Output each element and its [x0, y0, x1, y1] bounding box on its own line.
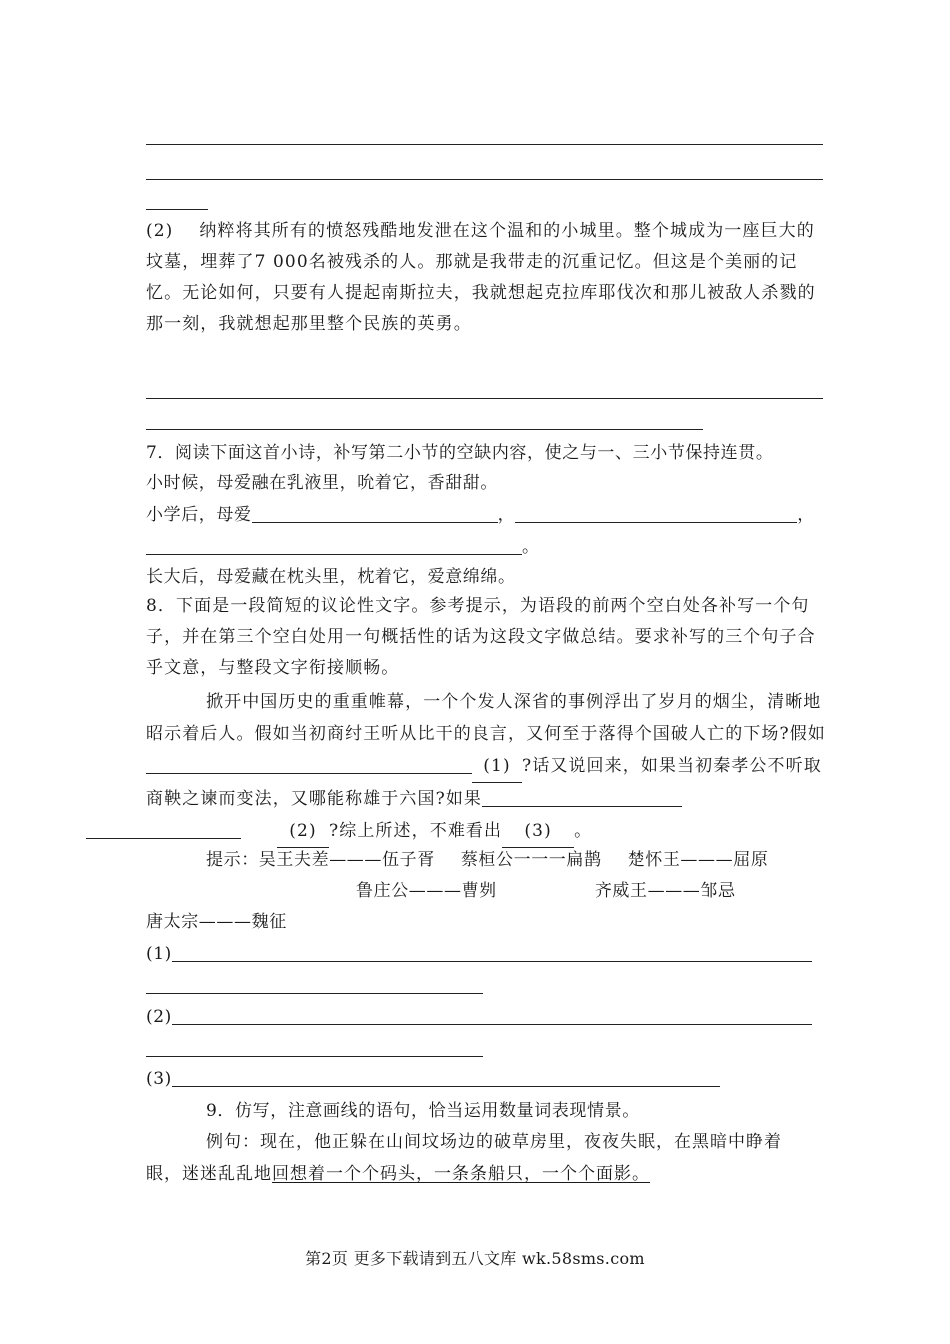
q8-answer-1: [146, 939, 812, 969]
q6-2-paragraph: [146, 216, 826, 340]
hint-item: 蔡桓公一一一扁鹊: [460, 850, 602, 870]
q7-poem-line3: 长大后，母爱藏在枕头里，枕着它，爱意绵绵。: [146, 567, 516, 587]
q8-fill-2b[interactable]: [86, 818, 241, 839]
answer-label: (2): [146, 1007, 172, 1027]
q8-passage: [146, 686, 826, 848]
answer-line[interactable]: [146, 398, 823, 399]
answer-label: (3): [146, 1069, 172, 1089]
q7-poem-line1: 小时候，母爱融在乳液里，吮着它，香甜甜。: [146, 473, 498, 493]
q8-fill-2a[interactable]: [482, 786, 682, 807]
q6-2-label: (2): [146, 221, 174, 241]
hint-item: 楚怀王———屈原: [627, 850, 769, 870]
q7-prompt: 7．阅读下面这首小诗，补写第二小节的空缺内容，使之与一、三小节保持连贯。: [146, 443, 774, 463]
q9-example-a: 例句：现在，他正躲在山间坟场边的破草房里，夜夜失眠，在黑暗中睁着: [206, 1132, 782, 1152]
answer-line[interactable]: [146, 1056, 483, 1057]
q8-answer-3: [146, 1064, 720, 1094]
q8-blank-2[interactable]: (2): [277, 815, 329, 848]
q8-answer-2: [146, 1002, 812, 1032]
q6-2-text: 纳粹将其所有的愤怒残酷地发泄在这个温和的小城里。整个城成为一座巨大的坟墓，埋葬了7 000名被残杀的人。那就是我带走的沉重记忆。但这是个美丽的记忆。无论如何，只要有人提起南斯拉夫，我就想起克拉库耶伐次和那儿被敌人杀戮的那一刻，我就想起那里整个民族的英勇。: [146, 221, 816, 334]
q8-blank-1[interactable]: (1): [472, 750, 522, 783]
page-footer: 第2页 更多下载请到五八文库 wk.58sms.com: [305, 1249, 645, 1268]
answer-line[interactable]: [172, 1066, 720, 1087]
q8-blank-3[interactable]: (3): [502, 815, 574, 848]
q7-blank-3[interactable]: [146, 534, 522, 555]
q7-blank-1[interactable]: [252, 502, 498, 523]
q8-passage-b: ?话又说回来，如果当初秦孝公不听取商鞅之谏而变法，又哪能称雄于六国?如果: [146, 756, 822, 809]
q7-period: 。: [522, 537, 540, 557]
q8-hint-row2: [356, 876, 736, 906]
hint-item: 鲁庄公———曹刿: [356, 881, 497, 901]
q7-line2-start: 小学后，母爱: [146, 505, 252, 525]
q9-prompt: 9．仿写，注意画线的语句，恰当运用数量词表现情景。: [206, 1101, 640, 1121]
q9-underlined-example: 回想着一个个码头，一条条船只，一个个面影。: [272, 1164, 650, 1184]
q8-passage-a: 掀开中国历史的重重帷幕，一个个发人深省的事例浮出了岁月的烟尘，清晰地昭示着后人。假如当初商纣王听从比干的良言，又何至于落得个国破人亡的下场?假如: [146, 692, 826, 744]
answer-line[interactable]: [172, 1004, 812, 1025]
answer-line[interactable]: [146, 209, 208, 210]
q7-poem-line2-cont: [146, 532, 540, 562]
hint-item: 提示：吴王夫差———伍子胥: [206, 850, 435, 870]
q8-hint-row3: 唐太宗———魏征: [146, 912, 287, 932]
answer-label: (1): [146, 944, 172, 964]
answer-line[interactable]: [172, 941, 812, 962]
answer-line[interactable]: [146, 429, 703, 430]
q8-passage-c: ?综上所述，不难看出: [329, 821, 503, 841]
answer-line[interactable]: [146, 993, 483, 994]
hint-item: 齐威王———邹忌: [594, 881, 736, 901]
q9-example-b-text: 眼，迷迷乱乱地: [146, 1164, 272, 1184]
answer-line[interactable]: [146, 144, 823, 145]
q7-blank-2[interactable]: [515, 502, 797, 523]
q8-fill-1[interactable]: [146, 753, 472, 774]
q7-comma: ，: [497, 505, 516, 525]
q8-passage-end: 。: [574, 821, 593, 841]
q8-hint-row1: [206, 845, 768, 875]
q8-prompt: 8．下面是一段简短的议论性文字。参考提示，为语段的前两个空白处各补写一个句子，并在第三个空白处用一句概括性的话为这段文字做总结。要求补写的三个句子合乎文意，与整段文字衔接顺畅。: [146, 596, 816, 678]
answer-line[interactable]: [146, 179, 823, 180]
q7-poem-line2: [146, 500, 815, 530]
q7-comma-2: ，: [797, 505, 815, 525]
q9-example-b: [146, 1159, 650, 1189]
